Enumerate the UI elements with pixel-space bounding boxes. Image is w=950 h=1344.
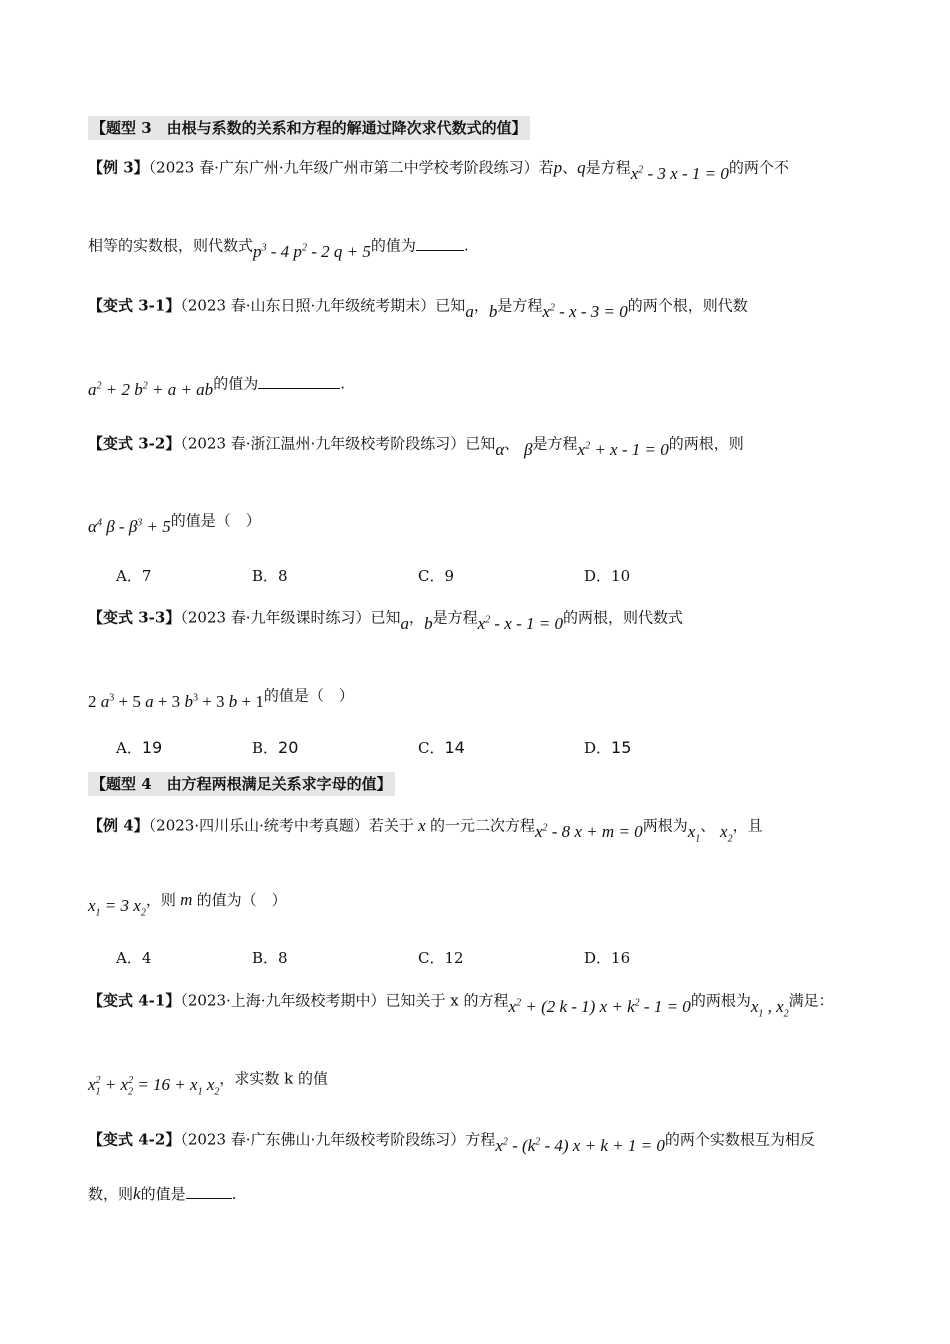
example-4-line-2 — [88, 888, 880, 919]
variant-3-3-option-d-value: 15 — [611, 738, 632, 757]
variant-4-1-tag: 【变式 4-1】 — [88, 991, 181, 1010]
variant-4-2-var-k: k — [133, 1184, 141, 1203]
variant-3-3-text3: 的两根，则代数式 — [562, 608, 683, 627]
example-4-text4: ，且 — [732, 816, 763, 835]
variant-3-3-option-a-value: 19 — [141, 738, 163, 757]
variant-3-2-expression: $\alpha^4$ $\beta - \beta^3 + 5$ — [88, 516, 171, 536]
variant-3-3-option-c-letter: C． — [418, 739, 445, 757]
section-4-heading-row — [88, 772, 880, 796]
variant-3-1-expression: $a^2 + 2$ $b^2 + a$ + ab — [88, 379, 214, 399]
variant-3-1-var-b: b — [488, 301, 498, 321]
variant-3-2-text2: 是方程 — [532, 434, 578, 453]
variant-4-2-text2: 的两个实数根互为相反 — [664, 1130, 815, 1149]
variant-3-3-line-1: 【变式 3-3】（2023 春·九年级课时练习）已知a，b是方程$x^2 - x - 1 = 0$的两根，则代数式 — [88, 608, 683, 633]
example-3-answer-blank — [416, 236, 464, 251]
variant-3-3-option-b[interactable] — [252, 736, 298, 760]
example-4-text3: 两根为 — [642, 816, 688, 835]
example-4-line2-text: ，则 — [145, 891, 176, 909]
example-3-text2: 是方程 — [585, 158, 631, 177]
example-4-option-a[interactable]: A．4 — [116, 949, 152, 967]
variant-3-2-var-beta: β — [524, 439, 533, 459]
variant-4-2-equation: $x^2 - (k^2 - 4) x + k + 1 = 0$ — [495, 1135, 665, 1155]
variant-3-3-line-2 — [88, 680, 880, 711]
variant-3-3-option-a-letter: A． — [116, 739, 142, 757]
variant-3-3-text2: 是方程 — [432, 608, 478, 627]
section-3-heading: 【题型 3 由根与系数的关系和方程的解通过降次求代数式的值】 — [88, 116, 530, 140]
example-4-option-d[interactable]: D．16 — [584, 949, 631, 967]
variant-3-1-source: （2023 春·山东日照·九年级统考期末）已知 — [180, 296, 466, 315]
variant-3-2-equation: $x^2 + x - 1 = 0$ — [577, 439, 669, 459]
variant-3-3-tag: 【变式 3-3】 — [88, 608, 181, 627]
variant-3-3-line2-text: 的值是（ ） — [263, 686, 354, 705]
variant-4-1-line2-text: ，求实数 k 的值 — [219, 1069, 329, 1088]
variant-3-2-text3: 的两根，则 — [668, 434, 744, 453]
variant-3-2-option-d[interactable]: D．10 — [584, 567, 631, 585]
variant-3-1-equation: $x^2 - x - 3 = 0$ — [542, 301, 628, 321]
variant-3-2-option-b[interactable]: B．8 — [252, 567, 288, 585]
variant-3-2-option-c[interactable]: C．9 — [418, 567, 455, 585]
example-4-var-m: m — [175, 890, 197, 909]
variant-3-3-option-d[interactable] — [584, 736, 631, 760]
variant-3-1-answer-blank — [258, 374, 340, 389]
section-4-heading: 【题型 4 由方程两根满足关系求字母的值】 — [88, 772, 395, 796]
example-3-line2-text2: 的值为 — [370, 236, 416, 255]
example-4-line-1: 【例 4】（2023·四川乐山·统考中考真题）若关于 x 的一元二次方程$x^2 - 8$ x + m = 0两根为$x_1$、 $x_2$，且 — [88, 815, 763, 845]
variant-4-1-line-1 — [88, 985, 880, 1020]
variant-3-1-end: . — [340, 374, 345, 393]
variant-3-3-source: （2023 春·九年级课时练习）已知 — [180, 608, 401, 627]
variant-4-2-line2-text2: 的值是 — [140, 1185, 186, 1203]
variant-3-1-tag: 【变式 3-1】 — [88, 296, 181, 315]
example-3-end: . — [463, 236, 469, 255]
example-4-condition: $x_1 = 3$ $x_2$ — [88, 896, 146, 919]
example-4-tag: 【例 4】 — [88, 816, 149, 835]
variant-3-3-expression: 2 $a^3 + 5$ a + 3 $b^3 + 3$ b + 1 — [88, 691, 264, 711]
example-3-source: （2023 春·广东广州·九年级广州市第二中学校考阶段练习）若 — [148, 158, 554, 177]
variant-4-2-line-2 — [88, 1182, 880, 1206]
example-4-option-b[interactable]: B．8 — [252, 949, 288, 967]
variant-3-3-option-a[interactable] — [116, 736, 162, 760]
section-3-heading-row — [88, 116, 880, 140]
variant-3-1-line-2 — [88, 368, 880, 399]
variant-3-2-vars: α — [495, 439, 505, 459]
example-4-root-2: $x_2$ — [720, 821, 733, 845]
example-4-var-x: x — [413, 815, 430, 835]
variant-3-2-line2-text: 的值是（ ） — [170, 511, 261, 530]
example-4-equation: $x^2 - 8$ x + m = 0 — [534, 821, 643, 841]
example-4-text2: 的一元二次方程 — [429, 816, 535, 835]
variant-4-1-roots: $x_1$ , $x_2$ — [750, 996, 789, 1020]
variant-3-2-line-1: 【变式 3-2】（2023 春·浙江温州·九年级校考阶段练习）已知α、 β是方程$x^2 + x - 1 = 0$的两根，则 — [88, 434, 744, 459]
variant-4-1-text2: 的两根为 — [690, 991, 751, 1010]
example-4-line2-text2: 的值为（ ） — [196, 891, 287, 909]
variant-4-2-line-1 — [88, 1124, 880, 1155]
variant-3-3-equation: $x^2 - x - 1 = 0$ — [477, 613, 563, 633]
variant-3-3-var-b: b — [424, 613, 433, 633]
example-3-line-1: 【例 3】（2023 春·广东广州·九年级广州市第二中学校考阶段练习）若p、q是方程$x^2 - 3$ x - 1 = 0的两个不 — [88, 157, 789, 183]
variant-4-2-source: （2023 春·广东佛山·九年级校考阶段练习）方程 — [180, 1130, 496, 1149]
example-4-roots: $x_1$ — [687, 821, 701, 845]
example-3-expression: $p^3 - 4$ $p^2 - 2$ q + 5 — [253, 241, 371, 261]
variant-4-2-line2-text: 数，则 — [88, 1185, 134, 1203]
variant-3-1-vars: a — [465, 301, 474, 321]
variant-4-2-answer-blank — [186, 1184, 232, 1199]
variant-3-2-tag: 【变式 3-2】 — [88, 434, 181, 453]
variant-3-3-vars: a — [400, 613, 410, 633]
variant-4-1-source: （2023·上海·九年级校考期中）已知关于 x 的方程 — [180, 991, 509, 1010]
variant-3-1-text2: 是方程 — [497, 296, 543, 315]
variant-3-1-text3: 的两个根，则代数 — [627, 296, 748, 315]
example-4-source: （2023·四川乐山·统考中考真题）若关于 — [148, 816, 414, 835]
variant-4-2-tag: 【变式 4-2】 — [88, 1130, 181, 1149]
variant-3-1-line-1: 【变式 3-1】（2023 春·山东日照·九年级统考期末）已知a，b是方程$x^2 - x - 3 = 0$的两个根，则代数 — [88, 296, 748, 321]
variant-3-3-option-b-value: 20 — [278, 738, 299, 757]
variant-3-1-line2-text: 的值为 — [213, 374, 259, 393]
variant-4-1-text3: 满足： — [788, 991, 834, 1010]
variant-3-3-option-c[interactable] — [418, 736, 465, 760]
example-3-equation: $x^2 - 3$ x - 1 = 0 — [630, 163, 729, 183]
variant-3-2-line-2 — [88, 505, 880, 536]
variant-4-1-equation: $x^2 + (2$ k - 1) $x + k^2 - 1 = 0$ — [508, 996, 691, 1016]
example-3-text3: 的两个不 — [728, 158, 789, 177]
variant-3-3-option-b-letter: B． — [252, 739, 279, 757]
example-3-line-2 — [88, 230, 880, 261]
example-3-tag: 【例 3】 — [88, 158, 149, 177]
example-4-option-c[interactable]: C．12 — [418, 949, 464, 967]
variant-3-3-option-d-letter: D． — [584, 739, 612, 757]
example-3-line2-text: 相等的实数根，则代数式 — [88, 236, 254, 255]
variant-3-2-source: （2023 春·浙江温州·九年级校考阶段练习）已知 — [180, 434, 496, 453]
variant-3-2-option-a[interactable]: A．7 — [116, 567, 152, 585]
variant-4-1-condition: $x_1^2 + x_2^2 = 16 + x_1$ $x_2$ — [88, 1074, 220, 1098]
variant-3-3-option-c-value: 14 — [444, 738, 465, 757]
example-3-vars: p — [553, 157, 563, 177]
variant-4-1-line-2 — [88, 1063, 880, 1098]
example-3-var-q: q — [577, 157, 586, 177]
variant-4-2-end: . — [231, 1185, 237, 1203]
